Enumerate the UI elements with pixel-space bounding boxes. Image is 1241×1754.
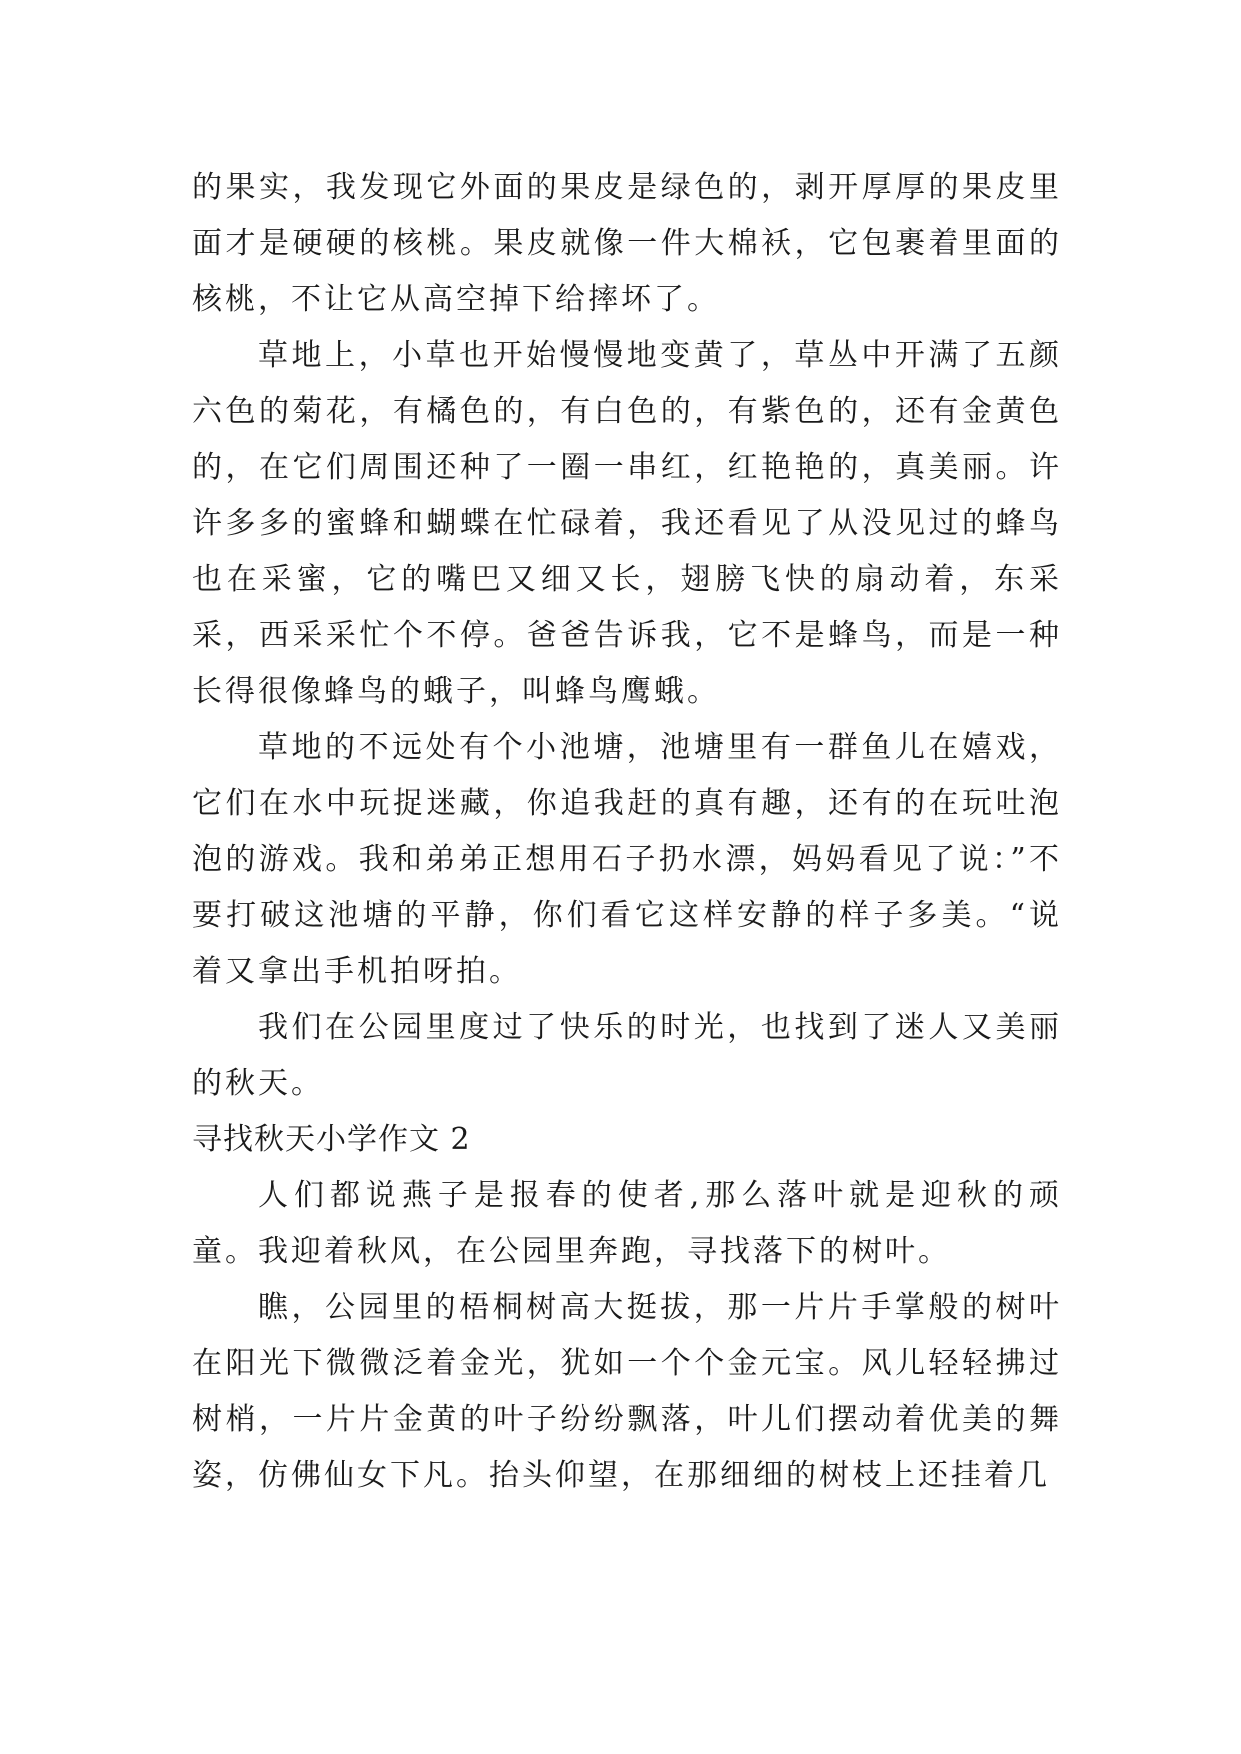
section-heading: 寻找秋天小学作文 2 [192, 1122, 471, 1157]
paragraph-2: 草地上，小草也开始慢慢地变黄了，草丛中开满了五颜六色的菊花，有橘色的，有白色的，有紫色的，还有金黄色的，在它们周围还种了一圈一串红，红艳艳的，真美丽。许许多多的蜜蜂和蝴蝶在忙碌着，我还看见了从没见过的蜂鸟也在采蜜，它的嘴巴又细又长，翅膀飞快的扇动着，东采采，西采采忙个不停。爸爸告诉我，它不是蜂鸟，而是一种长得很像蜂鸟的蛾子，叫蜂鸟鹰蛾。 [192, 338, 1062, 709]
paragraph-1: 的果实，我发现它外面的果皮是绿色的，剥开厚厚的果皮里面才是硬硬的核桃。果皮就像一件大棉袄，它包裹着里面的核桃，不让它从高空掉下给摔坏了。 [192, 170, 1062, 317]
paragraph-6: 瞧，公园里的梧桐树高大挺拔，那一片片手掌般的树叶在阳光下微微泛着金光，犹如一个个金元宝。风儿轻轻拂过树梢，一片片金黄的叶子纷纷飘落，叶儿们摆动着优美的舞姿，仿佛仙女下凡。抬头仰望，在那细细的树枝上还挂着几 [192, 1290, 1062, 1493]
paragraph-3: 草地的不远处有个小池塘，池塘里有一群鱼儿在嬉戏，它们在水中玩捉迷藏，你追我赶的真有趣，还有的在玩吐泡泡的游戏。我和弟弟正想用石子扔水漂，妈妈看见了说：”不要打破这池塘的平静，你们看它这样安静的样子多美。“说着又拿出手机拍呀拍。 [192, 730, 1062, 989]
paragraph-5: 人们都说燕子是报春的使者,那么落叶就是迎秋的顽童。我迎着秋风，在公园里奔跑，寻找落下的树叶。 [192, 1178, 1062, 1269]
paragraph-4: 我们在公园里度过了快乐的时光，也找到了迷人又美丽的秋天。 [192, 1010, 1062, 1101]
document-body [192, 160, 1062, 1504]
